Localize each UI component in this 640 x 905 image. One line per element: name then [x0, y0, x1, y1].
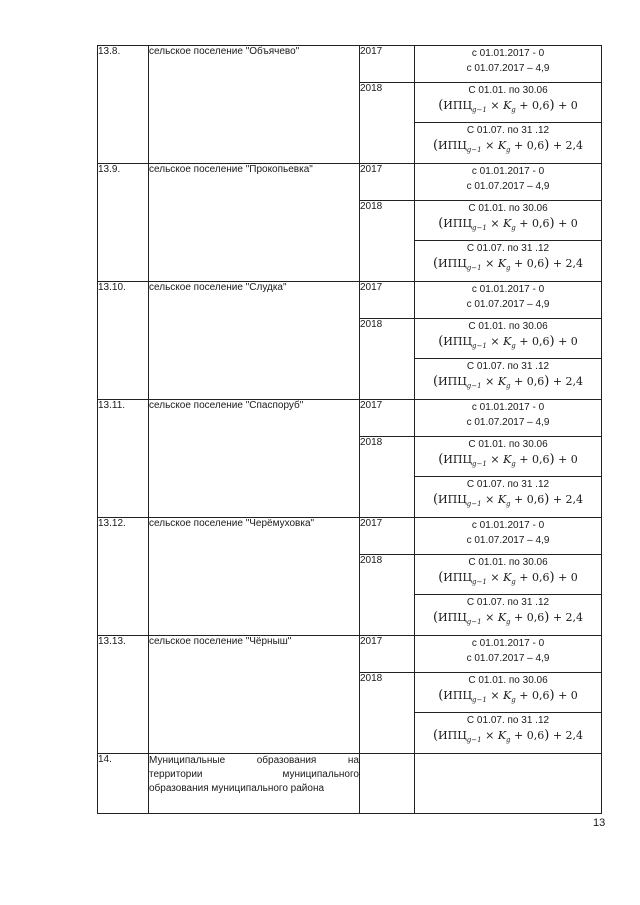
row-number: 13.11.	[98, 400, 149, 518]
value-2017: с 01.01.2017 - 0 с 01.07.2017 – 4,9	[415, 282, 602, 319]
row-name-line: образования муниципального района	[149, 783, 325, 794]
row-year: 2018	[360, 673, 415, 754]
value-2018-h2: С 01.07. по 31 .12 $(ИПЦ_{g-1} \times K_g + 0,6) + 2,4$	[415, 477, 602, 518]
tariff-formula: $(ИПЦ_{g-1} \times K_g + 0,6) + 2,4$	[432, 138, 584, 155]
tariff-formula: $(ИПЦ_{g-1} \times K_g + 0,6) + 0$	[438, 334, 578, 351]
table-row	[98, 518, 602, 555]
table-row	[98, 400, 602, 437]
row-year: 2018	[360, 201, 415, 282]
row-value	[415, 754, 602, 814]
tariff-formula: $(ИПЦ_{g-1} \times K_g + 0,6) + 0$	[438, 216, 578, 233]
row-name-line: Муниципальные образования на	[149, 755, 359, 766]
row-number: 13.10.	[98, 282, 149, 400]
value-2018-h1: С 01.01. по 30.06 $(ИПЦ_{g-1} \times K_g + 0,6) + 0$	[415, 201, 602, 241]
row-number: 13.8.	[98, 46, 149, 164]
page-number: 13	[593, 817, 606, 829]
row-name: сельское поселение "Черёмуховка"	[149, 518, 360, 636]
row-year: 2017	[360, 282, 415, 319]
value-2017: с 01.01.2017 - 0 с 01.07.2017 – 4,9	[415, 46, 602, 83]
row-name-line: территории муниципального	[149, 769, 359, 780]
value-2017: с 01.01.2017 - 0 с 01.07.2017 – 4,9	[415, 400, 602, 437]
row-year: 2018	[360, 83, 415, 164]
row-name	[149, 754, 360, 814]
row-number: 13.9.	[98, 164, 149, 282]
tariff-formula: $(ИПЦ_{g-1} \times K_g + 0,6) + 0$	[438, 98, 578, 115]
table-row-14	[98, 754, 602, 814]
row-name: сельское поселение "Слудка"	[149, 282, 360, 400]
row-name: сельское поселение "Объячево"	[149, 46, 360, 164]
value-2018-h1: С 01.01. по 30.06 $(ИПЦ_{g-1} \times K_g + 0,6) + 0$	[415, 319, 602, 359]
tariff-formula: $(ИПЦ_{g-1} \times K_g + 0,6) + 0$	[438, 570, 578, 587]
value-2018-h2: С 01.07. по 31 .12 $(ИПЦ_{g-1} \times K_g + 0,6) + 2,4$	[415, 241, 602, 282]
tariff-formula: $(ИПЦ_{g-1} \times K_g + 0,6) + 0$	[438, 452, 578, 469]
tariff-formula: $(ИПЦ_{g-1} \times K_g + 0,6) + 2,4$	[432, 256, 584, 273]
row-year: 2017	[360, 400, 415, 437]
row-year: 2017	[360, 46, 415, 83]
value-2017: с 01.01.2017 - 0 с 01.07.2017 – 4,9	[415, 636, 602, 673]
tariff-formula: $(ИПЦ_{g-1} \times K_g + 0,6) + 2,4$	[432, 728, 584, 745]
row-name: сельское поселение "Чёрныш"	[149, 636, 360, 754]
row-year: 2017	[360, 636, 415, 673]
tariff-table	[97, 45, 602, 814]
row-year: 2017	[360, 518, 415, 555]
table-row	[98, 636, 602, 673]
row-year: 2018	[360, 437, 415, 518]
value-2018-h2: С 01.07. по 31 .12 $(ИПЦ_{g-1} \times K_g + 0,6) + 2,4$	[415, 123, 602, 164]
value-2018-h1: С 01.01. по 30.06 $(ИПЦ_{g-1} \times K_g + 0,6) + 0$	[415, 437, 602, 477]
tariff-formula: $(ИПЦ_{g-1} \times K_g + 0,6) + 2,4$	[432, 610, 584, 627]
value-2018-h1: С 01.01. по 30.06 $(ИПЦ_{g-1} \times K_g + 0,6) + 0$	[415, 83, 602, 123]
table-row	[98, 282, 602, 319]
value-2018-h2: С 01.07. по 31 .12 $(ИПЦ_{g-1} \times K_g + 0,6) + 2,4$	[415, 595, 602, 636]
table-row	[98, 164, 602, 201]
tariff-formula: $(ИПЦ_{g-1} \times K_g + 0,6) + 0$	[438, 688, 578, 705]
row-name: сельское поселение "Прокопьевка"	[149, 164, 360, 282]
tariff-formula: $(ИПЦ_{g-1} \times K_g + 0,6) + 2,4$	[432, 374, 584, 391]
value-2017: с 01.01.2017 - 0 с 01.07.2017 – 4,9	[415, 518, 602, 555]
value-2018-h2: С 01.07. по 31 .12 $(ИПЦ_{g-1} \times K_g + 0,6) + 2,4$	[415, 359, 602, 400]
row-number: 13.12.	[98, 518, 149, 636]
row-number: 14.	[98, 754, 149, 814]
value-2018-h2: С 01.07. по 31 .12 $(ИПЦ_{g-1} \times K_g + 0,6) + 2,4$	[415, 713, 602, 754]
value-2017: с 01.01.2017 - 0 с 01.07.2017 – 4,9	[415, 164, 602, 201]
row-year: 2017	[360, 164, 415, 201]
value-2018-h1: С 01.01. по 30.06 $(ИПЦ_{g-1} \times K_g + 0,6) + 0$	[415, 555, 602, 595]
row-year: 2018	[360, 555, 415, 636]
table-row	[98, 46, 602, 83]
tariff-formula: $(ИПЦ_{g-1} \times K_g + 0,6) + 2,4$	[432, 492, 584, 509]
row-year: 2018	[360, 319, 415, 400]
row-year	[360, 754, 415, 814]
row-number: 13.13.	[98, 636, 149, 754]
value-2018-h1: С 01.01. по 30.06 $(ИПЦ_{g-1} \times K_g + 0,6) + 0$	[415, 673, 602, 713]
row-name: сельское поселение "Спаспоруб"	[149, 400, 360, 518]
